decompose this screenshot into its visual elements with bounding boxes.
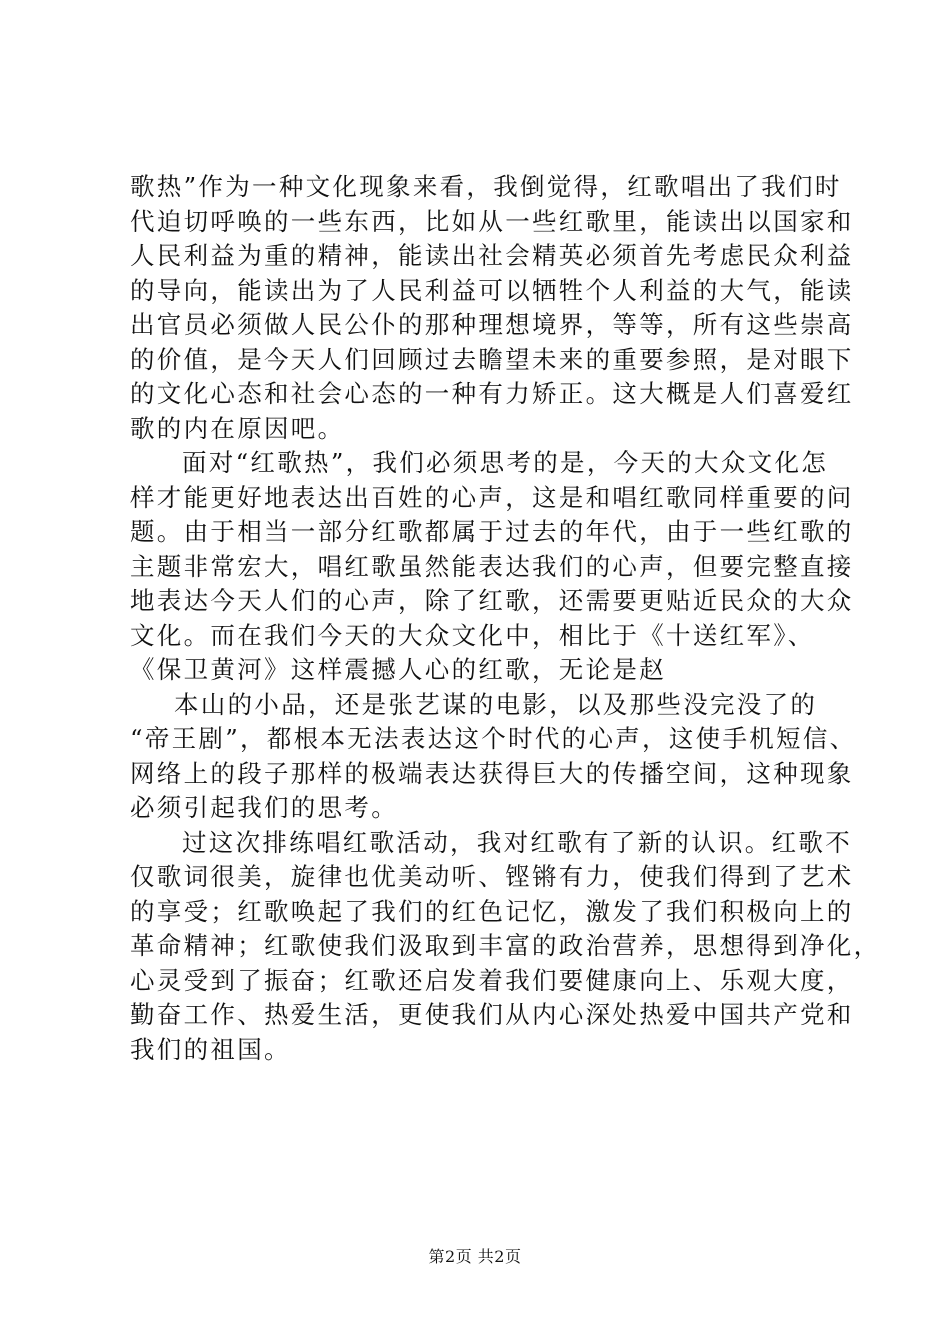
paragraph-start-line: 过这次排练唱红歌活动，我对红歌有了新的认识。红歌不 <box>182 827 852 857</box>
text-line: 主题非常宏大，唱红歌虽然能表达我们的心声，但要完整直接 <box>130 551 854 581</box>
text-line: 出官员必须做人民公仆的那种理想境界，等等，所有这些崇高 <box>130 310 854 339</box>
text-line: 仅歌词很美，旋律也优美动听、铿锵有力，使我们得到了艺术 <box>130 862 854 891</box>
text-line: 心灵受到了振奋；红歌还启发着我们要健康向上、乐观大度， <box>130 965 854 995</box>
text-line: 歌的内在原因吧。 <box>130 413 345 443</box>
text-line: 革命精神；红歌使我们汲取到丰富的政治营养，思想得到净化， <box>130 931 881 960</box>
text-line: 勤奋工作、热爱生活，更使我们从内心深处热爱中国共产党和 <box>130 1000 854 1029</box>
text-line: 网络上的段子那样的极端表达获得巨大的传播空间，这种现象 <box>130 758 854 788</box>
page-footer: 第2页 共2页 <box>428 1247 522 1266</box>
text-line: 的价值，是今天人们回顾过去瞻望未来的重要参照，是对眼下 <box>130 344 854 374</box>
text-line: 歌热”作为一种文化现象来看，我倒觉得，红歌唱出了我们时 <box>130 172 842 201</box>
text-line: 的享受；红歌唤起了我们的红色记忆，激发了我们积极向上的 <box>130 896 854 926</box>
paragraph-start-line: 本山的小品，还是张艺谋的电影，以及那些没完没了的 <box>174 689 818 719</box>
document-body <box>130 170 881 1067</box>
text-line: 的文化心态和社会心态的一种有力矫正。这大概是人们喜爱红 <box>130 379 854 408</box>
text-line: 的导向，能读出为了人民利益可以牺牲个人利益的大气，能读 <box>130 275 854 305</box>
text-line: 文化。而在我们今天的大众文化中，相比于《十送红军》、 <box>130 620 815 650</box>
text-line: 必须引起我们的思考。 <box>130 793 398 822</box>
paragraph-start-line: 面对“红歌热”，我们必须思考的是，今天的大众文化怎 <box>182 448 829 477</box>
text-line: 《保卫黄河》这样震撼人心的红歌，无论是赵 <box>130 655 666 684</box>
text-line: 人民利益为重的精神，能读出社会精英必须首先考虑民众利益 <box>130 241 854 270</box>
text-line: “帝王剧”，都根本无法表达这个时代的心声，这使手机短信、 <box>130 724 857 753</box>
text-line: 代迫切呼唤的一些东西，比如从一些红歌里，能读出以国家和 <box>130 206 854 236</box>
text-line: 题。由于相当一部分红歌都属于过去的年代，由于一些红歌的 <box>130 517 854 546</box>
text-line: 地表达今天人们的心声，除了红歌，还需要更贴近民众的大众 <box>130 586 854 615</box>
text-line: 样才能更好地表达出百姓的心声，这是和唱红歌同样重要的问 <box>130 482 854 512</box>
text-line: 我们的祖国。 <box>130 1034 291 1064</box>
